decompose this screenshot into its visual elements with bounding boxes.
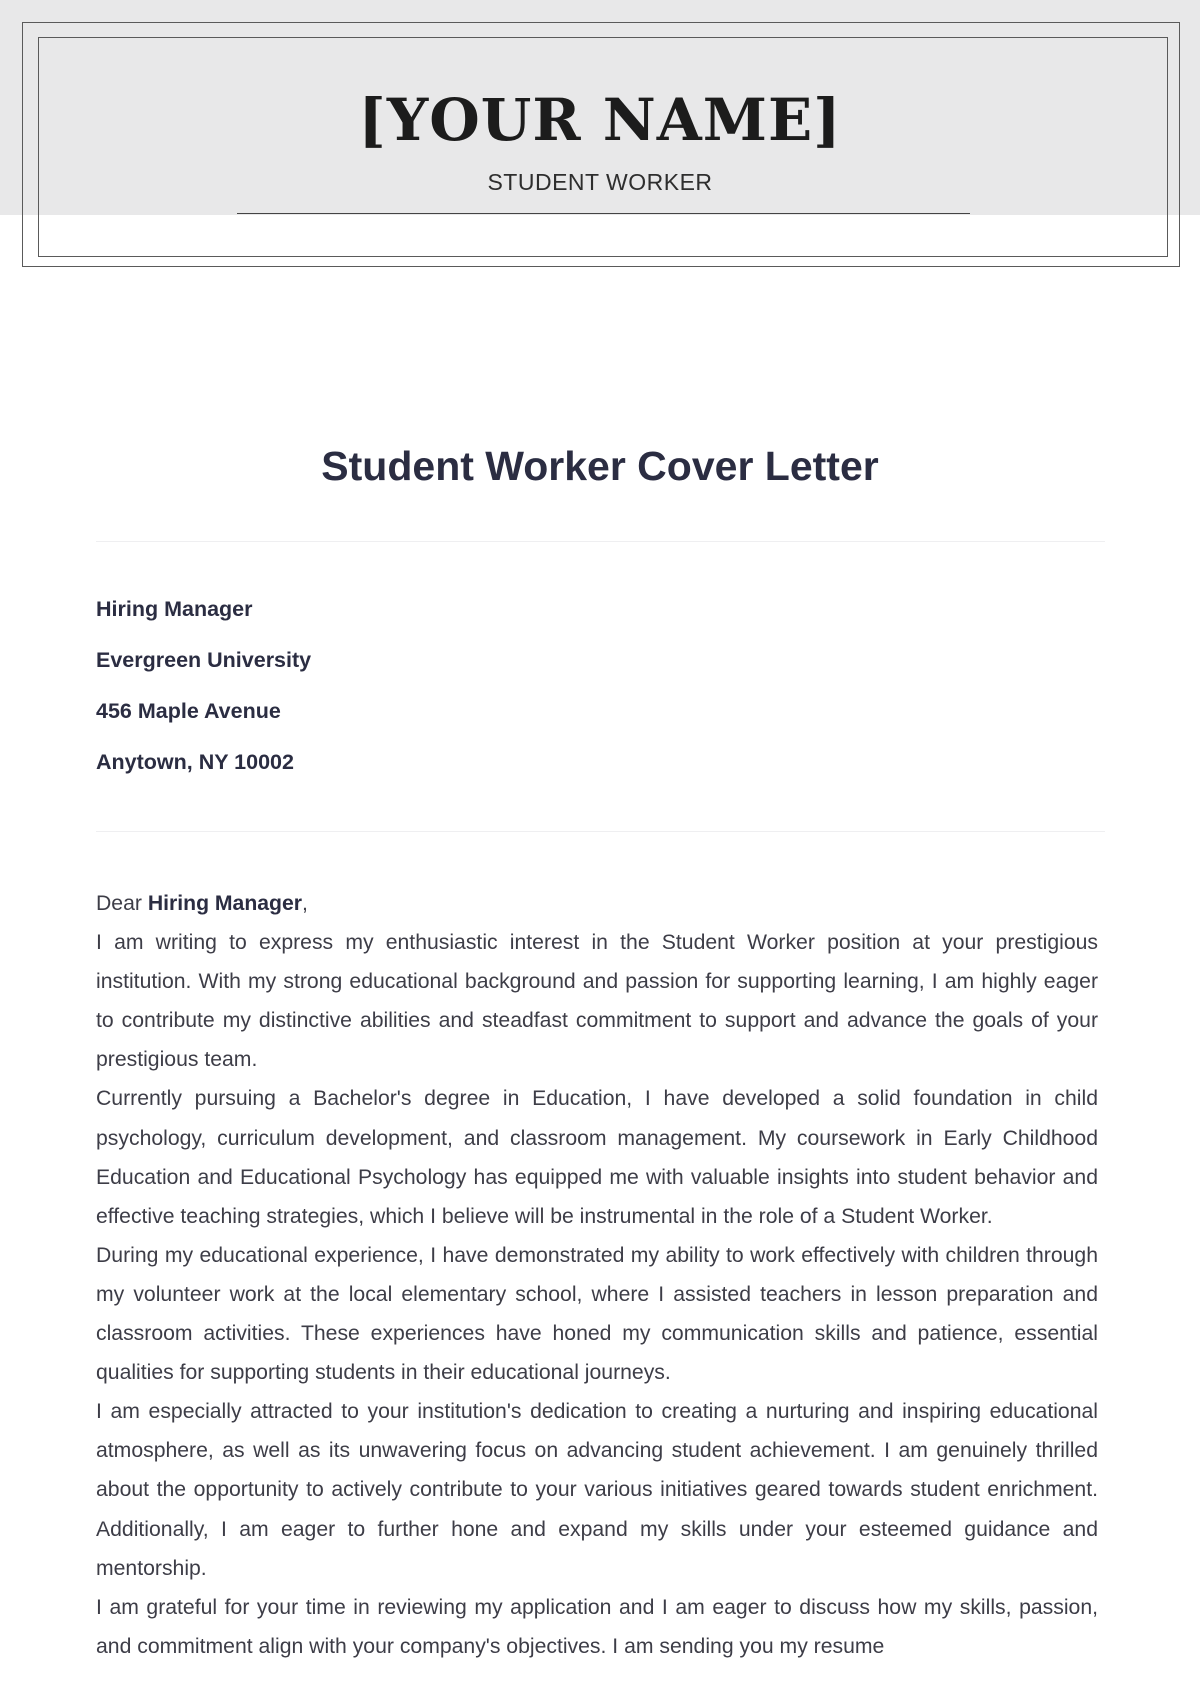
paragraph-3: During my educational experience, I have demonstrated my ability to work effectively with children through my volunteer work at the local elementary school, where I assisted teachers in lesson preparation and classroom activities. These experiences have honed my communication skills and patience, essential qualities for supporting students in their educational journeys. [96, 1243, 1098, 1385]
paragraph-4: I am especially attracted to your institution's dedication to creating a nurturing and inspiring educational atmosphere, as well as its unwavering focus on advancing student achievement. I am genuinely thrilled about the opportunity to actively contribute to your various initiatives geared towards student enrichment. Additionally, I am eager to further hone and expand my skills under your esteemed guidance and mentorship. [96, 1400, 1098, 1580]
recipient-address [96, 594, 796, 798]
paragraph-5: I am grateful for your time in reviewing my application and I am eager to discuss how my skills, passion, and commitment align with your company's objectives. I am sending you my resume [96, 1595, 1098, 1658]
letter-title: Student Worker Cover Letter [321, 443, 879, 489]
header-underline [237, 213, 970, 214]
divider-top [96, 541, 1105, 542]
recipient-city: Anytown, NY 10002 [96, 750, 294, 774]
letter-body [96, 884, 1098, 1666]
applicant-job-title: STUDENT WORKER [487, 169, 713, 195]
salutation-suffix: , [302, 892, 308, 915]
recipient-name: Hiring Manager [96, 597, 253, 621]
salutation [96, 884, 1098, 923]
salutation-prefix: Dear [96, 892, 148, 915]
recipient-street: 456 Maple Avenue [96, 699, 281, 723]
applicant-name: [YOUR NAME] [358, 86, 842, 154]
salutation-name: Hiring Manager [147, 892, 303, 915]
paragraph-1: I am writing to express my enthusiastic interest in the Student Worker position at your prestigious institution. With my strong educational background and passion for supporting learning, I am highly eager to contribute my distinctive abilities and steadfast commitment to support and advance the goals of your prestigious team. [96, 931, 1098, 1072]
paragraph-2: Currently pursuing a Bachelor's degree in Education, I have developed a solid foundation in child psychology, curriculum development, and classroom management. My coursework in Early Childhood Education and Educational Psychology has equipped me with valuable insights into student behavior and effective teaching strategies, which I believe will be instrumental in the role of a Student Worker. [96, 1087, 1098, 1228]
recipient-organization: Evergreen University [96, 648, 312, 672]
divider-middle [96, 831, 1105, 832]
